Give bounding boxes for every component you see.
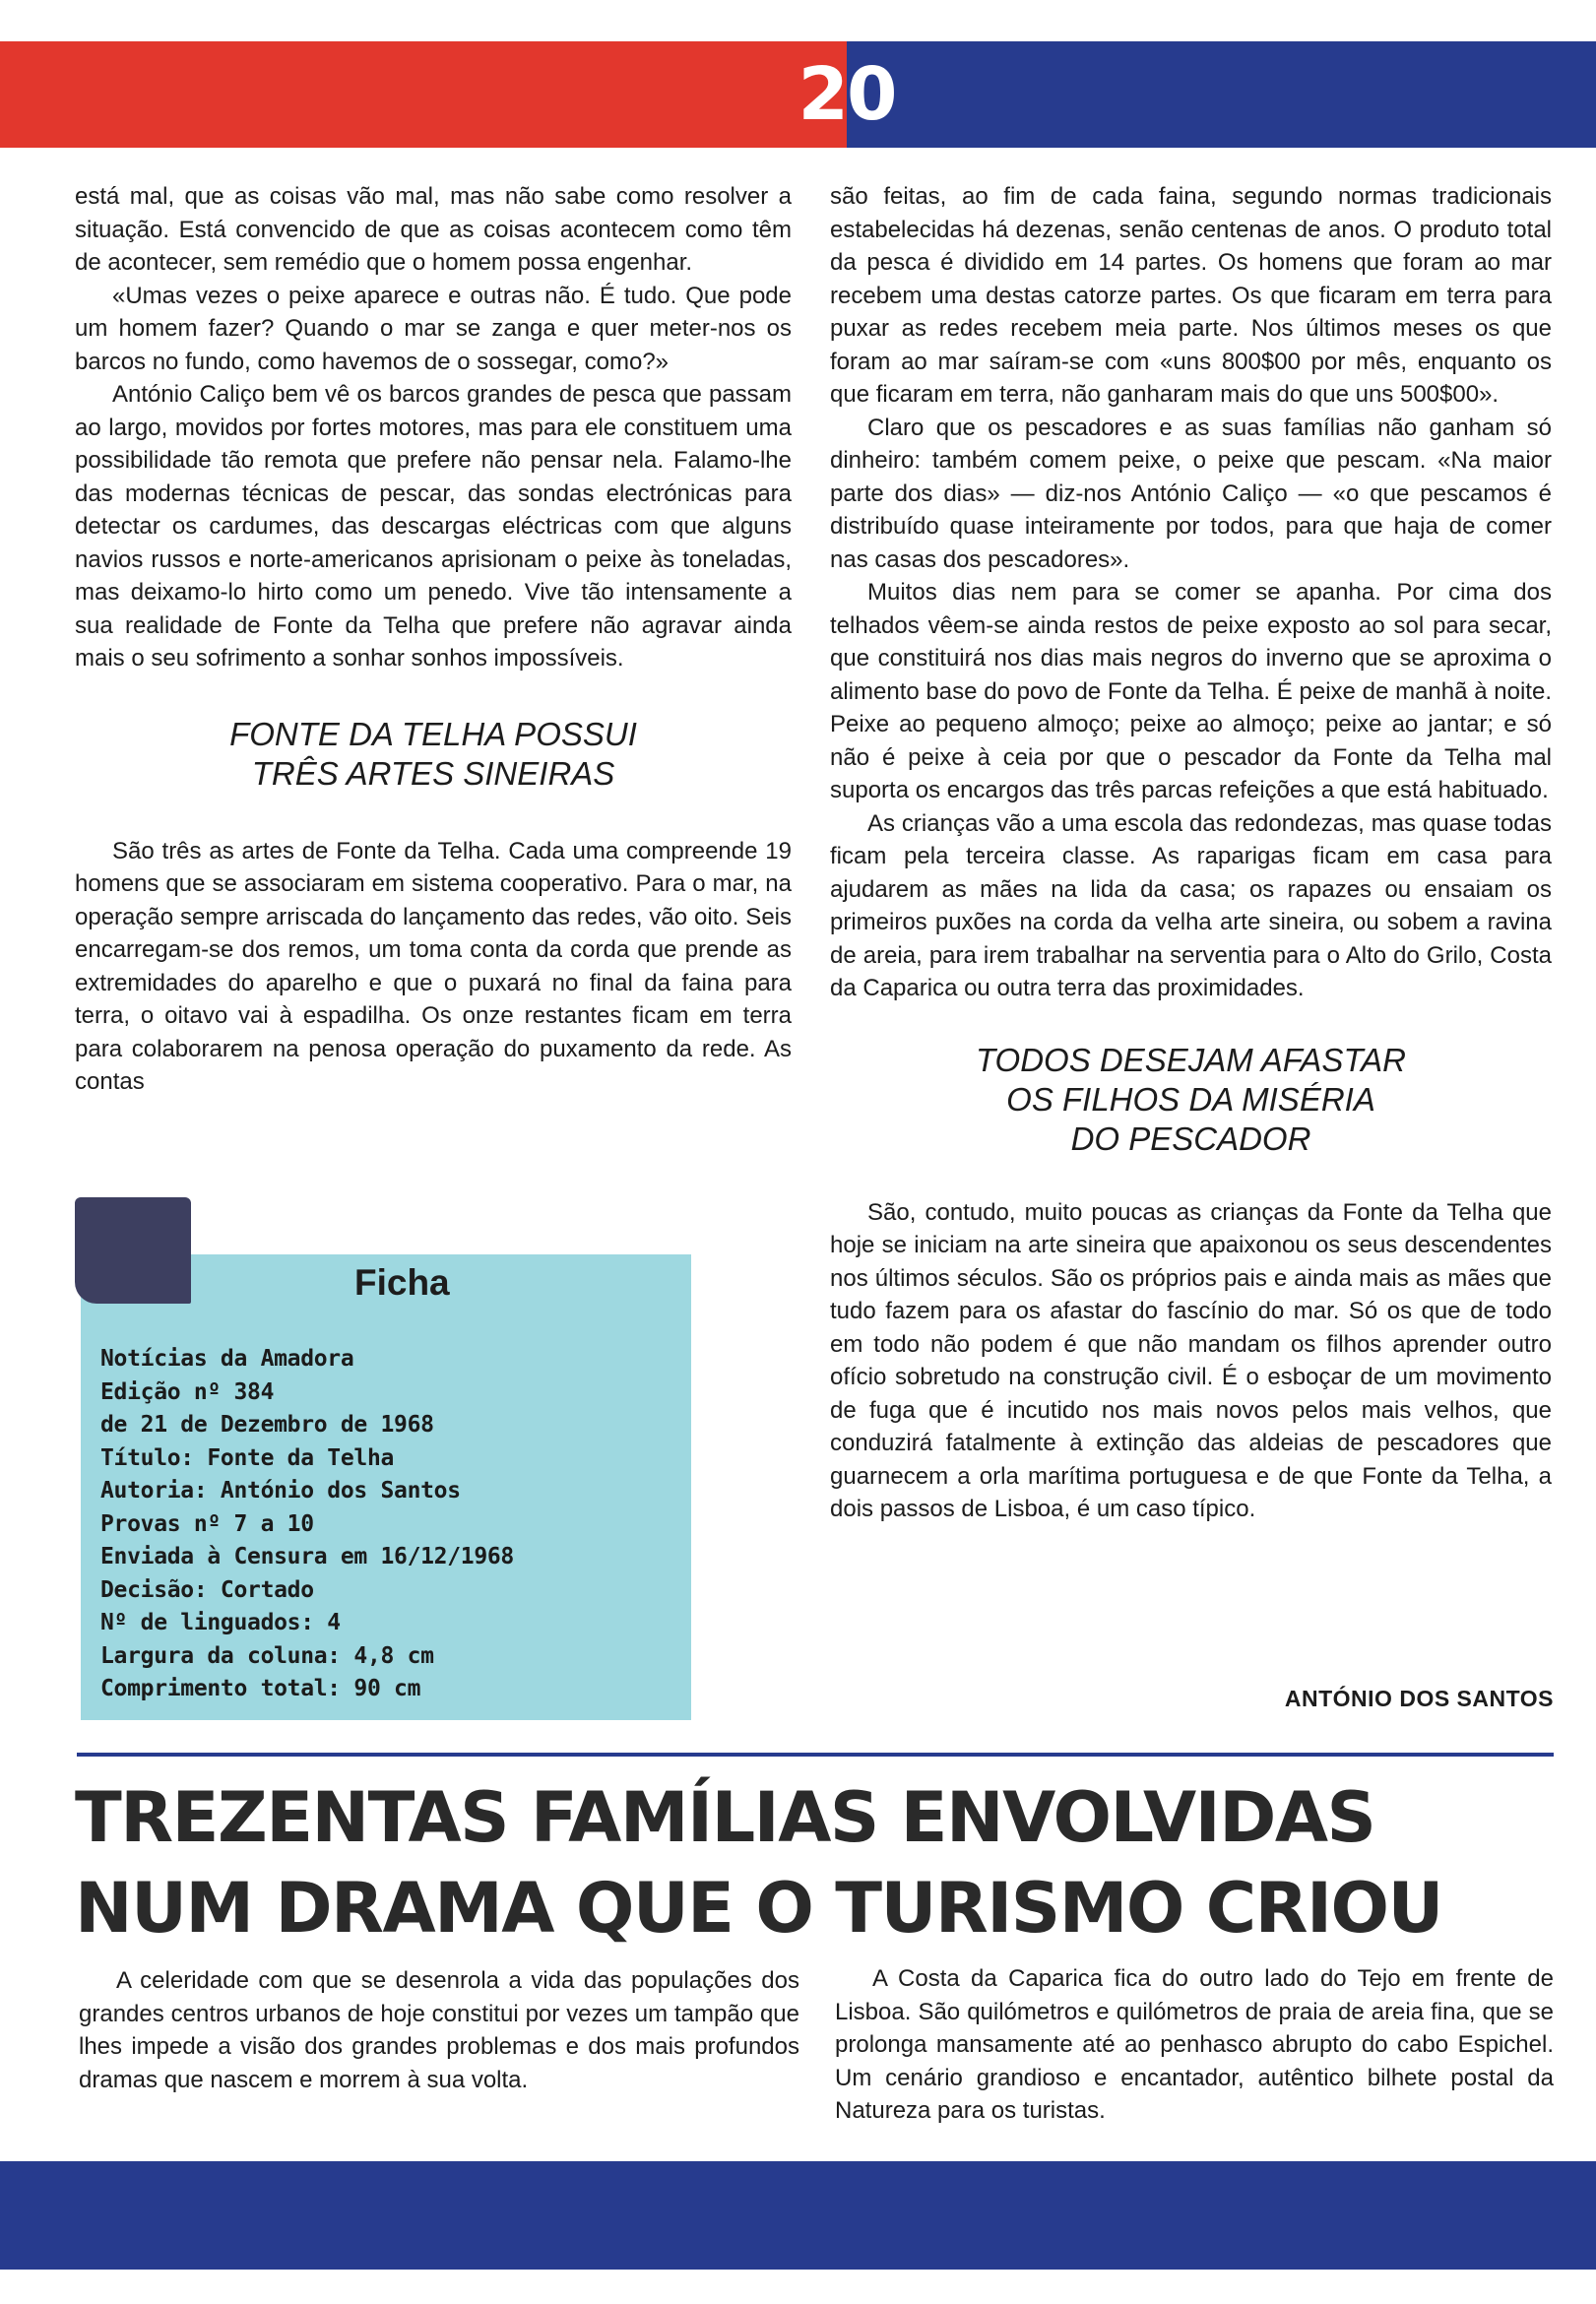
ficha-line: Edição nº 384 — [100, 1378, 275, 1405]
ficha-line: Decisão: Cortado — [100, 1576, 314, 1603]
ficha-line: Autoria: António dos Santos — [100, 1478, 461, 1504]
page-number: 20 — [798, 52, 896, 137]
ficha-line: Enviada à Censura em 16/12/1968 — [100, 1544, 514, 1569]
paragraph: São três as artes de Fonte da Telha. Cada uma compreende 19 homens que se associaram em sistema cooperativo. Para o mar, na operação sempre arriscada do lançamento das redes, vão oito. Seis encarregam-se dos remos, um toma conta da corda que prende as extremidades do aparelho e que o puxará no final da faina para terra, o oitavo vai à espadilha. Os onze restantes ficam em terra para colaborarem na penosa operação do puxamento da rede. As contas — [75, 837, 792, 1095]
ficha-line: Notícias da Amadora — [100, 1346, 354, 1372]
header-bar-blue — [847, 41, 1596, 148]
ficha-details — [100, 1343, 514, 1706]
section-divider — [77, 1753, 1554, 1757]
footer-bar — [0, 2161, 1596, 2270]
ficha-line: Provas nº 7 a 10 — [100, 1510, 314, 1537]
ficha-line: Comprimento total: 90 cm — [100, 1676, 421, 1701]
paragraph: está mal, que as coisas vão mal, mas não sabe como resolver a situação. Está convencido de que as coisas acontecem como têm de acontecer, sem remédio que o homem possa engenhar. — [75, 183, 792, 276]
author-byline: ANTÓNIO DOS SANTOS — [1284, 1686, 1554, 1711]
paragraph: A Costa da Caparica fica do outro lado do Tejo em frente de Lisboa. São quilómetros e quilómetros de praia de areia fina, que se prolonga mansamente até ao penhasco abrupto do cabo Espichel. Um cenário grandioso e encantador, autêntico bilhete postal da Natureza para os turistas. — [835, 1965, 1554, 2124]
paragraph: são feitas, ao fim de cada faina, segundo normas tradicionais estabelecidas há dezenas, senão centenas de anos. O produto total da pesca é dividido em 14 partes. Os homens que foram ao mar recebem uma destas catorze partes. Os que ficaram em terra para puxar as redes recebem meia parte. Nos últimos meses os que foram ao mar saíram-se com «uns 800$00 por mês, enquanto os que ficaram em terra, não ganharam mais do que uns 500$00». — [830, 183, 1552, 408]
ficha-line: Título: Fonte da Telha — [100, 1444, 395, 1471]
headline-line: NUM DRAMA QUE O TURISMO CRIOU — [75, 1868, 1442, 1949]
paragraph: António Caliço bem vê os barcos grandes de pesca que passam ao largo, movidos por fortes motores, mas para ele constituem uma possibilidade tão remota que prefere não pensar nela. Falamo-lhe das modernas técnicas de pescar, das sondas electrónicas para detectar os cardumes, das descargas eléctricas com que alguns navios russos e norte-americanos aprisionam o peixe às toneladas, mas deixamo-lo hirto como um penedo. Vive tão intensamente a sua realidade de Fonte da Telha que prefere não agravar ainda mais o seu sofrimento a sonhar sonhos impossíveis. — [75, 381, 792, 672]
subheading-line: FONTE DA TELHA POSSUI — [229, 715, 637, 752]
ficha-line: Nº de linguados: 4 — [100, 1610, 341, 1635]
paragraph: São, contudo, muito poucas as crianças da Fonte da Telha que hoje se iniciam na arte sineira que apaixonou os seus descendentes nos últimos séculos. São os próprios pais e ainda mais as mães que tudo fazem para os afastar do fascínio do mar. Só os que de todo em todo não podem é que não mandam os filhos aprender outro ofício sobretudo na construção civil. É o esboçar de um movimento de fuga que é incutido nos mais novos pelos mais velhos, que conduzirá fatalmente à extinção das aldeias de pescadores que guarnecem a orla marítima portuguesa e de que Fonte da Telha, a dois passos de Lisboa, é um caso típico. — [830, 1198, 1552, 1522]
subheading-line: OS FILHOS DA MISÉRIA — [1006, 1080, 1375, 1118]
ficha-line: Largura da coluna: 4,8 cm — [100, 1642, 434, 1669]
paragraph: As crianças vão a uma escola das redondezas, mas quase todas ficam pela terceira classe. As raparigas ficam em casa para ajudarem as mães na lida da casa; os rapazes ou ensaiam os primeiros puxões na corda da velha arte sineira, ou sobem a ravina de areia, para irem trabalhar na serventia para o Alto do Grilo, Costa da Caparica ou outra terra das proximidades. — [830, 809, 1552, 1001]
right-column-top — [830, 180, 1552, 1526]
headline-line: TREZENTAS FAMÍLIAS ENVOLVIDAS — [75, 1777, 1375, 1858]
right-column-bottom — [835, 1962, 1554, 2128]
section-subheading — [75, 715, 792, 794]
left-column-bottom — [79, 1964, 799, 2096]
ficha-title: Ficha — [354, 1262, 450, 1303]
section-subheading — [830, 1041, 1552, 1159]
subheading-line: TODOS DESEJAM AFASTAR — [975, 1041, 1406, 1078]
paragraph: A celeridade com que se desenrola a vida das populações dos grandes centros urbanos de hoje constitui por vezes um tampão que lhes impede a visão dos grandes problemas e dos mais profundos dramas que nascem e morrem à sua volta. — [79, 1967, 799, 2093]
subheading-line: TRÊS ARTES SINEIRAS — [251, 754, 615, 792]
paragraph: «Umas vezes o peixe aparece e outras não. É tudo. Que pode um homem fazer? Quando o mar se zanga e quer meter-nos os barcos no fundo, como havemos de o sossegar, como?» — [75, 282, 792, 375]
ficha-tab — [75, 1197, 191, 1304]
paragraph: Muitos dias nem para se comer se apanha. Por cima dos telhados vêem-se ainda restos de peixe exposto ao sol para secar, que constituirá nos dias mais negros do inverno que se aproxima o alimento base do povo de Fonte da Telha. É peixe de manhã à noite. Peixe ao pequeno almoço; peixe ao almoço; peixe ao jantar; e só não é peixe à ceia por que o pescador da Fonte da Telha mal suporta os encargos das três parcas refeições a que está habituado. — [830, 579, 1552, 803]
paragraph: Claro que os pescadores e as suas famílias não ganham só dinheiro: também comem peixe, o peixe que pescam. «Na maior parte dos dias» — diz-nos António Caliço — «o que pescamos é distribuído quase inteiramente por todos, para que haja de comer nas casas dos pescadores». — [830, 414, 1552, 573]
ficha-line: de 21 de Dezembro de 1968 — [100, 1412, 434, 1438]
header-bar-red — [0, 41, 847, 148]
subheading-line: DO PESCADOR — [1070, 1120, 1311, 1157]
left-column-top — [75, 180, 792, 1099]
article-headline — [75, 1772, 1552, 1953]
